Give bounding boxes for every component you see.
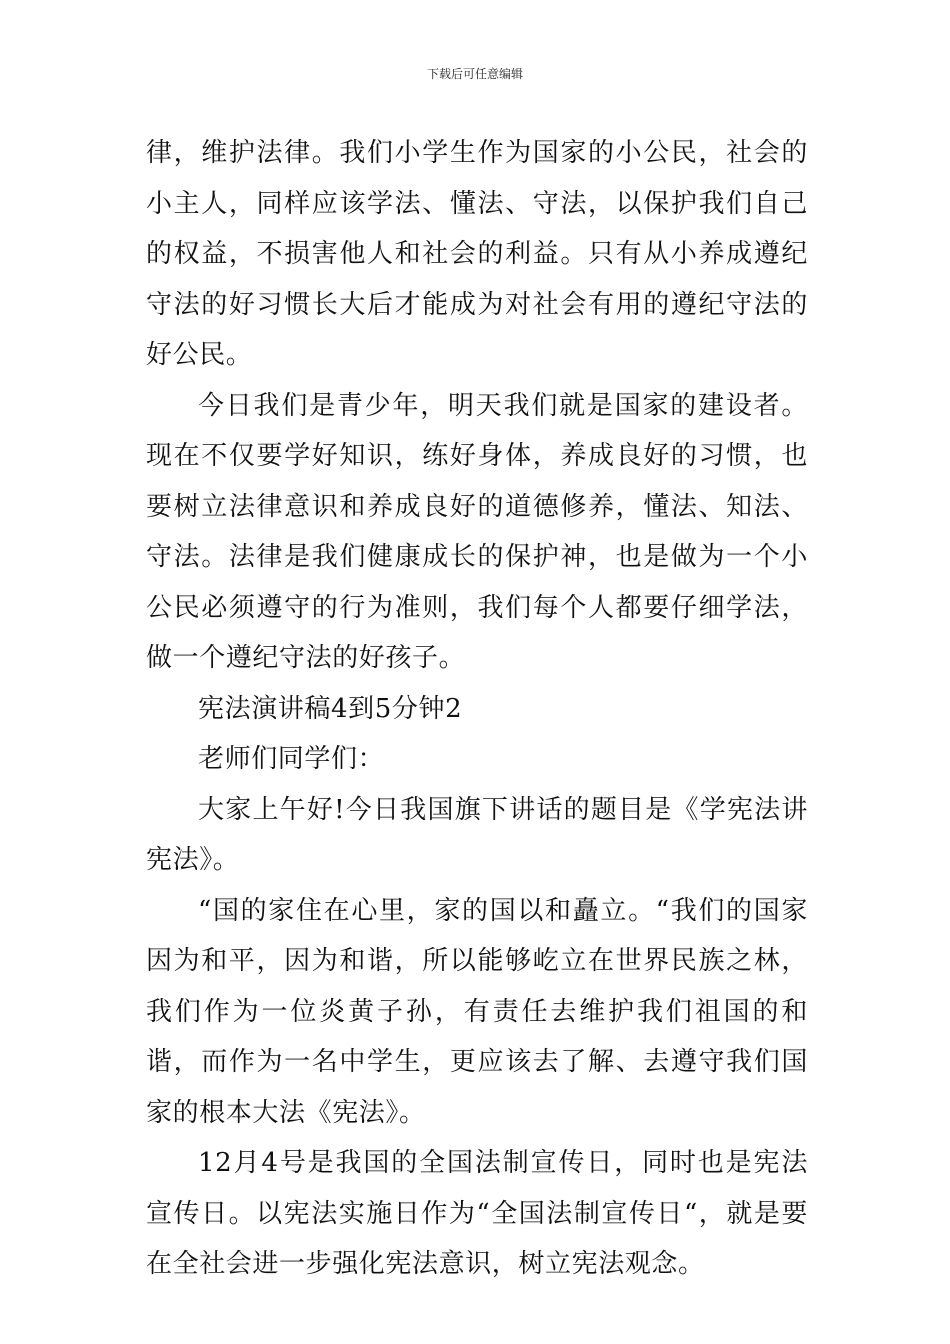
paragraph-quote: “国的家住在心里，家的国以和矗立。“我们的国家因为和平，因为和谐，所以能够屹立在世界民族之林，我们作为一位炎黄子孙，有责任去维护我们祖国的和谐，而作为一名中学生，更应该去了解、去遵守我们国家的根本大法《宪法》。 bbox=[146, 895, 808, 1128]
speech-title: 宪法演讲稿4到5分钟2 bbox=[198, 693, 463, 724]
paragraph-2: 今日我们是青少年，明天我们就是国家的建设者。现在不仅要学好知识，练好身体，养成良好的习惯，也要树立法律意识和养成良好的道德修养，懂法、知法、守法。法律是我们健康成长的保护神，也是做为一个小公民必须遵守的行为准则，我们每个人都要仔细学法，做一个遵纪守法的好孩子。 bbox=[146, 390, 808, 673]
paragraph-dec4: 12月4号是我国的全国法制宣传日，同时也是宪法宣传日。以宪法实施日作为“全国法制宣传日“，就是要在全社会进一步强化宪法意识，树立宪法观念。 bbox=[146, 1148, 808, 1279]
paragraph-1: 律，维护法律。我们小学生作为国家的小公民，社会的小主人，同样应该学法、懂法、守法，以保护我们自己的权益，不损害他人和社会的利益。只有从小养成遵纪守法的好习惯长大后才能成为对社会有用的遵纪守法的好公民。 bbox=[146, 138, 808, 370]
paragraph-greeting: 大家上午好!今日我国旗下讲话的题目是《学宪法讲宪法》。 bbox=[146, 794, 808, 875]
document-body bbox=[146, 128, 808, 1290]
page-header: 下载后可任意编辑 bbox=[426, 67, 523, 81]
salutation: 老师们同学们： bbox=[198, 744, 385, 774]
